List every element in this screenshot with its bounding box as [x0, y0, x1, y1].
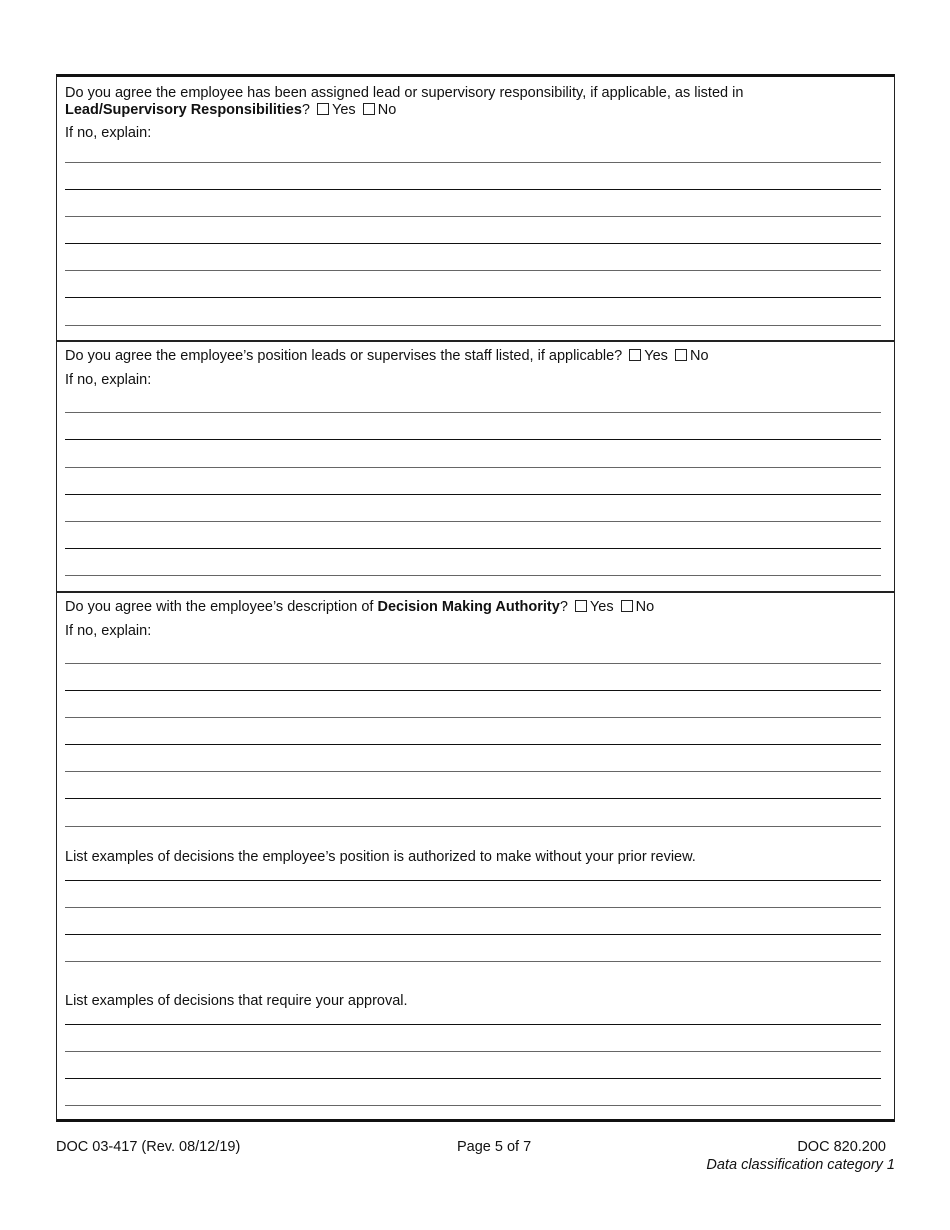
answer-line[interactable] — [65, 826, 881, 827]
answer-line[interactable] — [65, 270, 881, 271]
answer-line[interactable] — [65, 880, 881, 881]
section-divider — [57, 591, 894, 593]
answer-line[interactable] — [65, 1024, 881, 1025]
question-mark: ? — [301, 102, 310, 118]
section-divider — [57, 340, 894, 342]
answer-line[interactable] — [65, 162, 881, 163]
question-mark: ? — [559, 599, 568, 615]
no-checkbox[interactable] — [363, 103, 375, 115]
question-leads-staff — [65, 348, 886, 365]
answer-line[interactable] — [65, 961, 881, 962]
yes-label: Yes — [589, 599, 614, 615]
answer-line[interactable] — [65, 189, 881, 190]
no-checkbox[interactable] — [675, 349, 687, 361]
answer-line[interactable] — [65, 934, 881, 935]
answer-line[interactable] — [65, 412, 881, 413]
question-bold-term: Lead/Supervisory Responsibilities — [65, 102, 302, 118]
no-checkbox[interactable] — [621, 600, 633, 612]
no-label: No — [689, 348, 709, 364]
answer-line[interactable] — [65, 297, 881, 298]
form-page — [56, 74, 895, 1122]
question-decision-authority — [65, 599, 886, 616]
answer-line[interactable] — [65, 663, 881, 664]
answer-line[interactable] — [65, 690, 881, 691]
answer-line[interactable] — [65, 216, 881, 217]
classification-text: Data classification category 1 — [706, 1157, 895, 1173]
answer-line[interactable] — [65, 1078, 881, 1079]
footer-doc-number: DOC 820.200 — [797, 1139, 886, 1155]
yes-label: Yes — [644, 348, 668, 364]
answer-line[interactable] — [65, 439, 881, 440]
answer-line[interactable] — [65, 744, 881, 745]
no-label: No — [377, 102, 397, 118]
no-label: No — [635, 599, 655, 615]
answer-line[interactable] — [65, 907, 881, 908]
yes-label: Yes — [332, 102, 356, 118]
answer-line[interactable] — [65, 548, 881, 549]
answer-line[interactable] — [65, 1105, 881, 1106]
answer-line[interactable] — [65, 494, 881, 495]
answer-line[interactable] — [65, 1051, 881, 1052]
answer-line[interactable] — [65, 325, 881, 326]
answer-line[interactable] — [65, 521, 881, 522]
answer-line[interactable] — [65, 243, 881, 244]
footer-form-id: DOC 03-417 (Rev. 08/12/19) — [56, 1139, 241, 1155]
explain-label: If no, explain: — [65, 125, 152, 141]
yes-checkbox[interactable] — [629, 349, 641, 361]
question-bold-term: Decision Making Authority — [377, 599, 560, 615]
yes-checkbox[interactable] — [317, 103, 329, 115]
explain-label: If no, explain: — [65, 372, 152, 388]
footer-page-number: Page 5 of 7 — [457, 1139, 532, 1155]
answer-line[interactable] — [65, 771, 881, 772]
yes-checkbox[interactable] — [575, 600, 587, 612]
explain-label: If no, explain: — [65, 623, 152, 639]
answer-line[interactable] — [65, 575, 881, 576]
answer-line[interactable] — [65, 467, 881, 468]
list-prompt-require-approval: List examples of decisions that require your approval. — [65, 993, 408, 1009]
question-text: Do you agree the employee has been assigned lead or supervisory responsibility, if applicable, as listed in — [65, 85, 744, 101]
answer-line[interactable] — [65, 717, 881, 718]
footer-classification — [706, 1156, 895, 1174]
question-lead-supervisory — [65, 85, 886, 119]
question-text: Do you agree the employee’s position leads or supervises the staff listed, if applicable? — [65, 348, 623, 364]
question-text: Do you agree with the employee’s description of — [65, 599, 374, 615]
list-prompt-without-review: List examples of decisions the employee’s position is authorized to make without your prior review. — [65, 849, 696, 865]
answer-line[interactable] — [65, 798, 881, 799]
